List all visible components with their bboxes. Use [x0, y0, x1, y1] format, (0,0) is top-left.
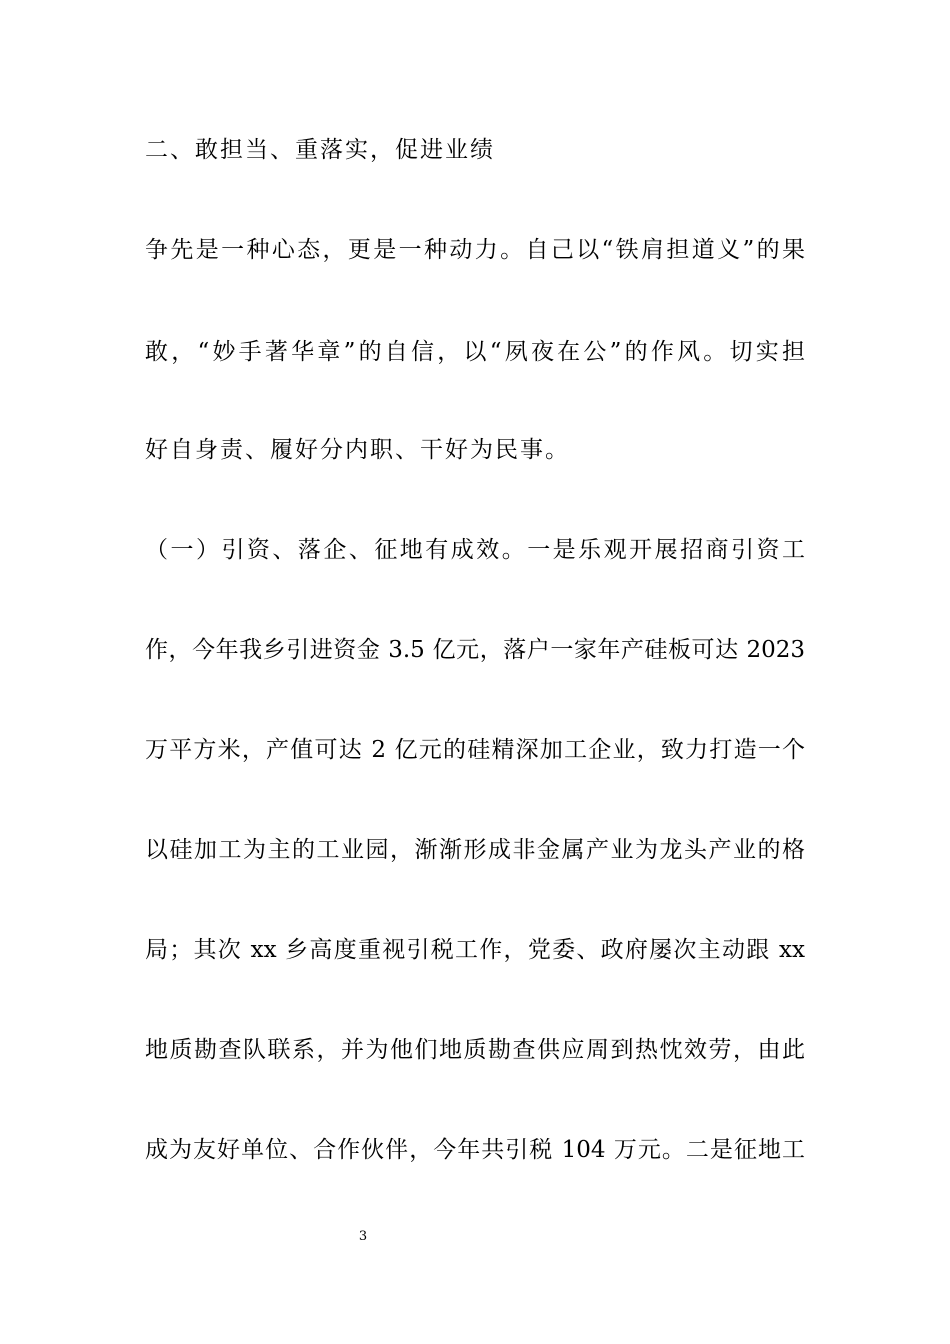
- text-line: 敢，“妙手著华章”的自信，以“夙夜在公”的作风。切实担: [145, 339, 805, 365]
- text-line: （一）引资、落企、征地有成效。一是乐观开展招商引资工: [145, 537, 805, 563]
- text-line: 成为友好单位、合作伙伴，今年共引税 104 万元。二是征地工: [145, 1137, 805, 1163]
- text-line: 以硅加工为主的工业园，渐渐形成非金属产业为龙头产业的格: [145, 837, 805, 863]
- page-number: 3: [358, 1229, 368, 1244]
- section-heading: 二、敢担当、重落实，促进业绩: [145, 137, 495, 163]
- text-line: 争先是一种心态，更是一种动力。自己以“铁肩担道义”的果: [145, 237, 805, 263]
- text-line: 好自身责、履好分内职、干好为民事。: [145, 437, 570, 463]
- text-line: 万平方米，产值可达 2 亿元的硅精深加工企业，致力打造一个: [145, 737, 805, 763]
- text-line: 地质勘查队联系，并为他们地质勘查供应周到热忱效劳，由此: [145, 1037, 805, 1063]
- text-line: 作，今年我乡引进资金 3.5 亿元，落户一家年产硅板可达 2023: [145, 637, 805, 663]
- text-line: 局；其次 xx 乡高度重视引税工作，党委、政府屡次主动跟 xx: [145, 937, 805, 963]
